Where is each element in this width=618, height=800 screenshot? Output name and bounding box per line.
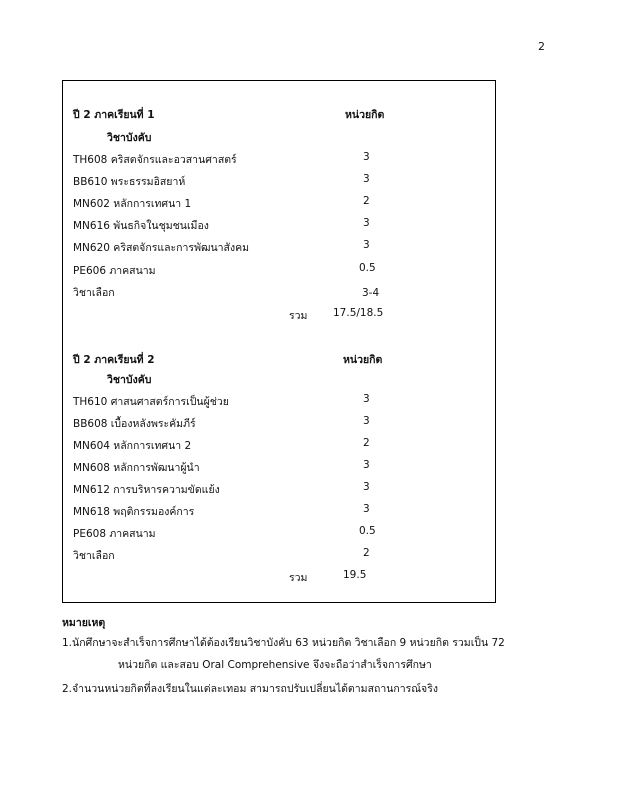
course-credits: 3-4 xyxy=(362,287,380,299)
semester-1-total-label: รวม xyxy=(289,310,308,322)
course-name: MN620 คริสตจักรและการพัฒนาสังคม xyxy=(73,242,250,254)
course-name: PE606 ภาคสนาม xyxy=(73,265,156,277)
semester-2-subheading: วิชาบังคับ xyxy=(107,374,152,386)
semester-2-title: ปี 2 ภาคเรียนที่ 2 xyxy=(73,354,155,366)
course-credits: 2 xyxy=(363,437,370,449)
course-name: BB608 เบื้องหลังพระคัมภีร์ xyxy=(73,418,196,430)
semester-2-total-label: รวม xyxy=(289,572,308,584)
course-name: TH610 ศาสนศาสตร์การเป็นผู้ช่วย xyxy=(73,396,229,408)
course-name: MN618 พฤติกรรมองค์การ xyxy=(73,506,195,518)
semester-1-credits-header: หน่วยกิต xyxy=(345,109,385,121)
course-credits: 3 xyxy=(363,459,370,471)
course-credits: 3 xyxy=(363,503,370,515)
curriculum-table xyxy=(62,80,496,603)
course-name: MN616 พันธกิจในชุมชนเมือง xyxy=(73,220,209,232)
course-credits: 3 xyxy=(363,173,370,185)
course-name: MN608 หลักการพัฒนาผู้นำ xyxy=(73,462,200,474)
course-credits: 0.5 xyxy=(359,525,376,537)
course-credits: 3 xyxy=(363,393,370,405)
course-name: TH608 คริสตจักรและอวสานศาสตร์ xyxy=(73,154,237,166)
page-number: 2 xyxy=(538,40,545,53)
course-credits: 3 xyxy=(363,151,370,163)
course-name: PE608 ภาคสนาม xyxy=(73,528,156,540)
course-credits: 0.5 xyxy=(359,262,376,274)
note-2: 2.จำนวนหน่วยกิตที่ลงเรียนในแต่ละเทอม สามารถปรับเปลี่ยนได้ตามสถานการณ์จริง xyxy=(62,683,438,695)
course-credits: 3 xyxy=(363,481,370,493)
course-credits: 2 xyxy=(363,195,370,207)
note-1-line-2: หน่วยกิต และสอบ Oral Comprehensive จึงจะถือว่าสำเร็จการศึกษา xyxy=(118,659,432,671)
course-name: BB610 พระธรรมอิสยาห์ xyxy=(73,176,186,188)
course-name: วิชาเลือก xyxy=(73,287,115,299)
course-name: MN604 หลักการเทศนา 2 xyxy=(73,440,192,452)
semester-1-total-value: 17.5/18.5 xyxy=(333,307,384,319)
course-name: วิชาเลือก xyxy=(73,550,115,562)
semester-2-credits-header: หน่วยกิต xyxy=(343,354,383,366)
notes-title: หมายเหตุ xyxy=(62,617,106,629)
note-1-line-1: 1.นักศึกษาจะสำเร็จการศึกษาได้ต้องเรียนวิชาบังคับ 63 หน่วยกิต วิชาเลือก 9 หน่วยกิต รวมเป็น 72 xyxy=(62,637,505,649)
course-name: MN602 หลักการเทศนา 1 xyxy=(73,198,192,210)
semester-2-total-value: 19.5 xyxy=(343,569,367,581)
course-credits: 3 xyxy=(363,415,370,427)
course-name: MN612 การบริหารความขัดแย้ง xyxy=(73,484,220,496)
course-credits: 3 xyxy=(363,239,370,251)
semester-1-subheading: วิชาบังคับ xyxy=(107,132,152,144)
course-credits: 2 xyxy=(363,547,370,559)
semester-1-title: ปี 2 ภาคเรียนที่ 1 xyxy=(73,109,155,121)
course-credits: 3 xyxy=(363,217,370,229)
